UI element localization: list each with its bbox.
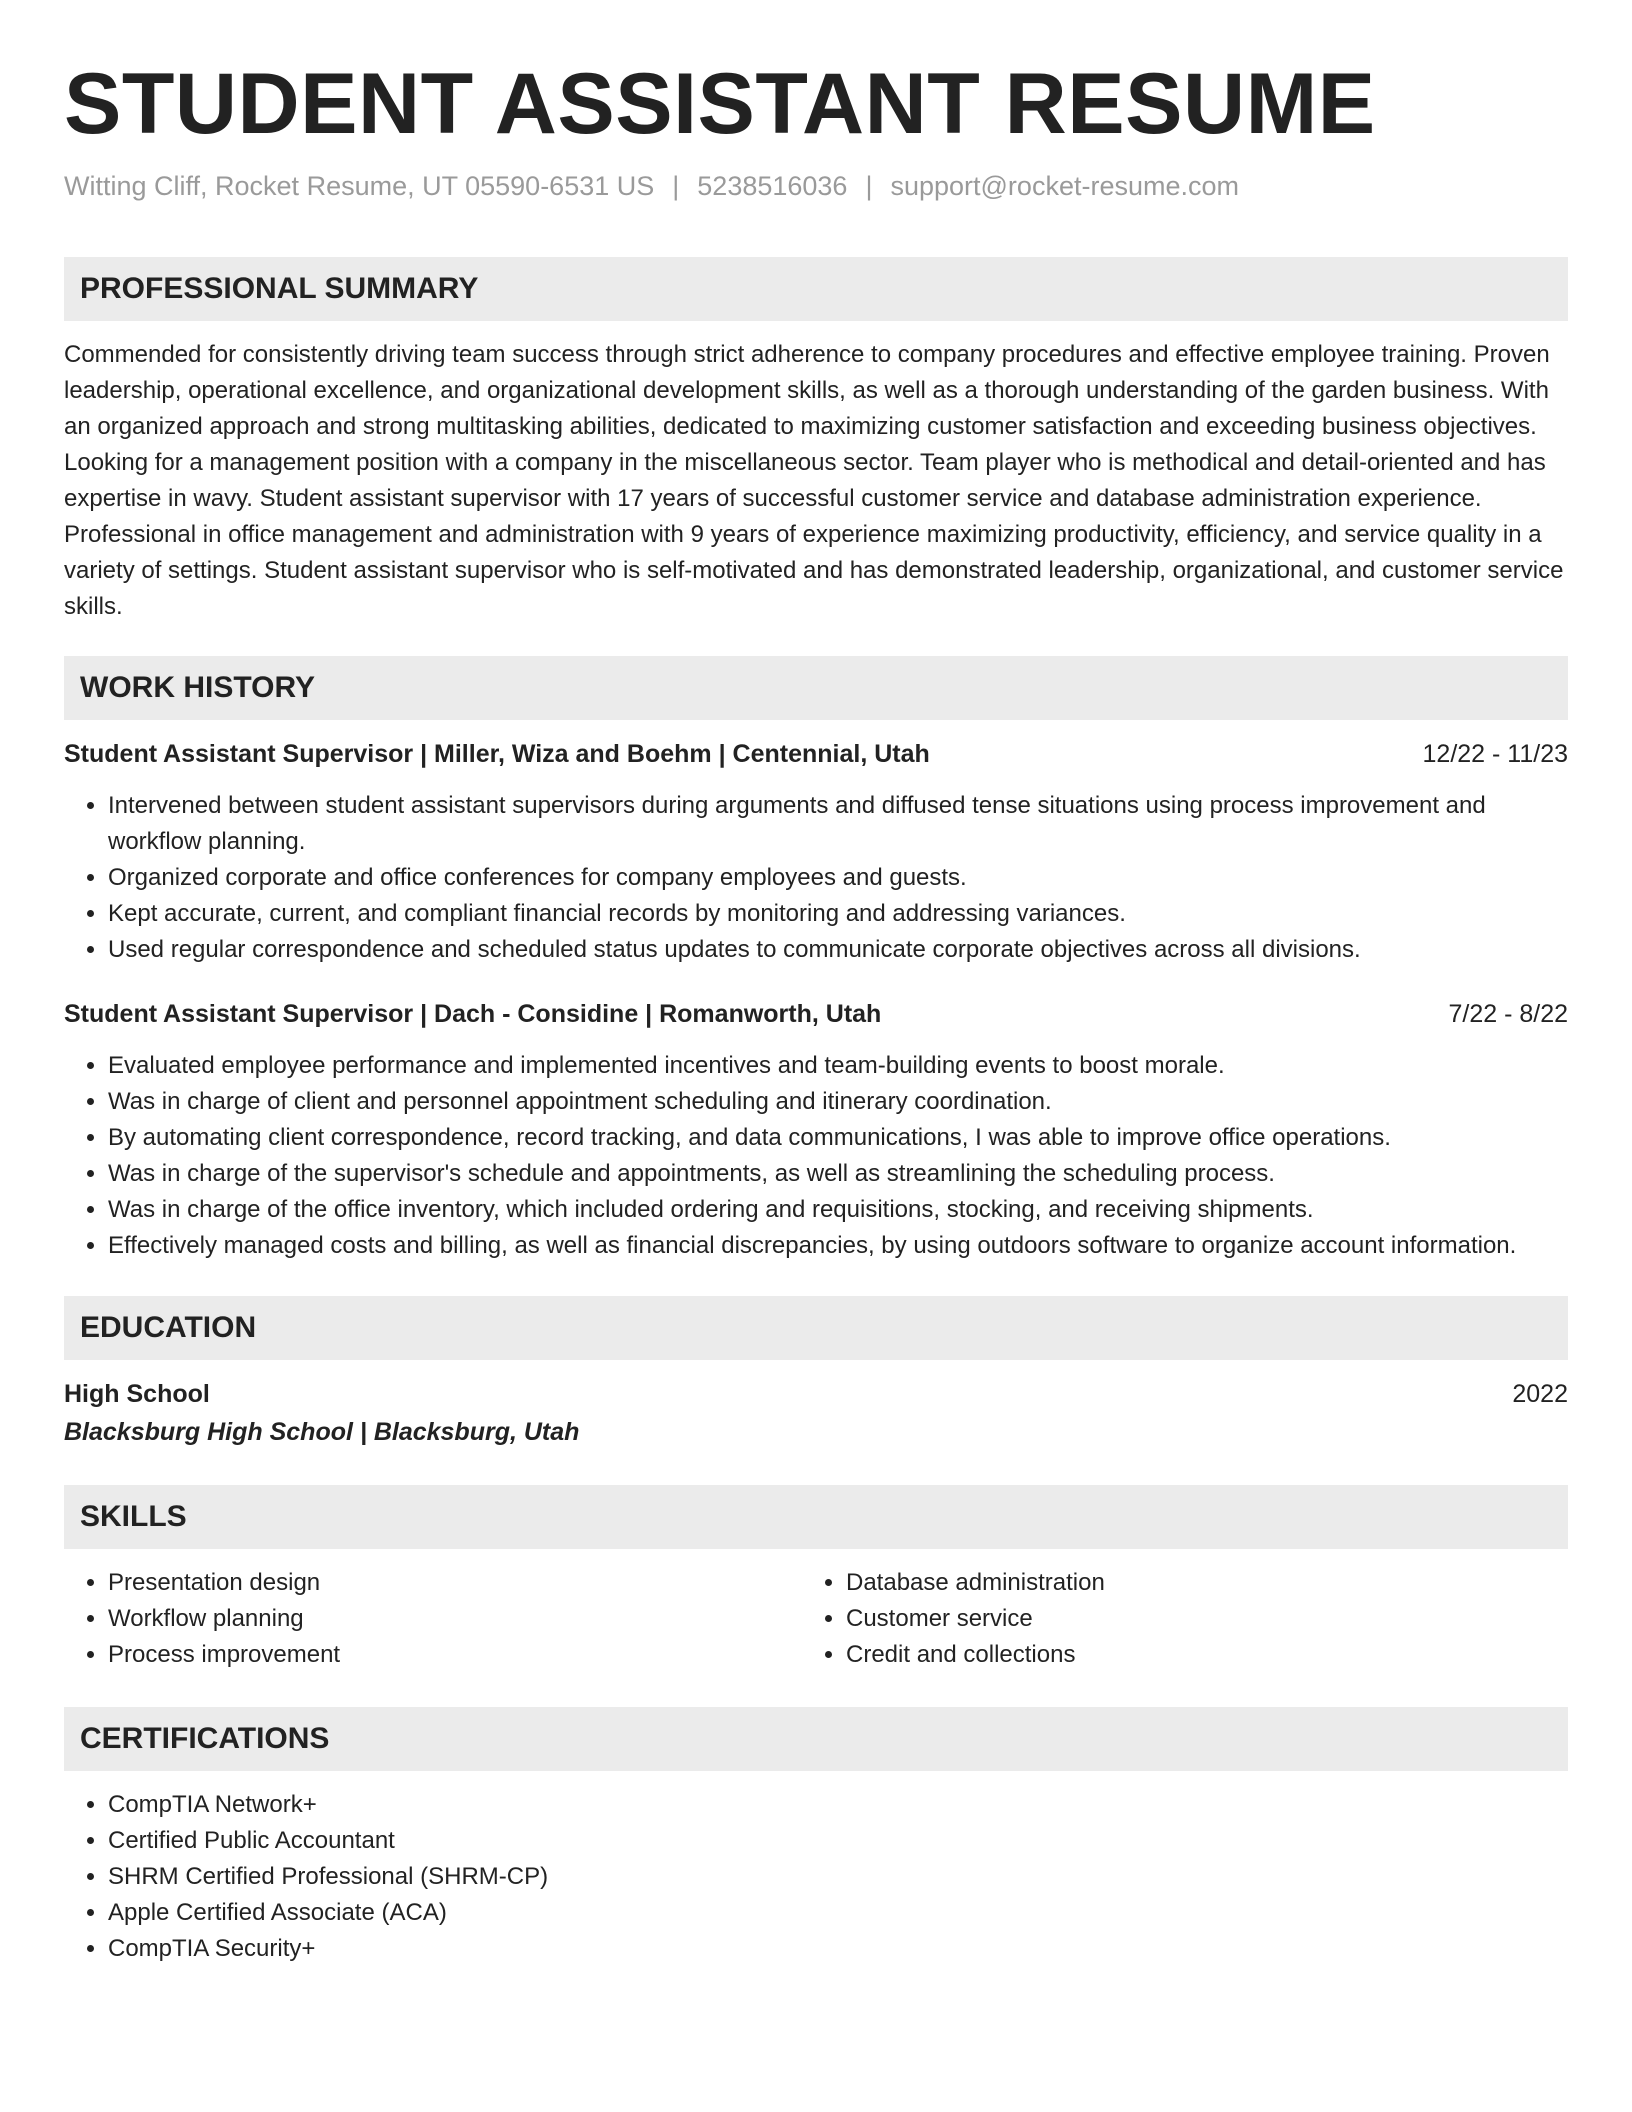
skill-item: • Database administration [846, 1565, 1540, 1601]
job-title: Student Assistant Supervisor | Miller, Wiza and Boehm | Centennial, Utah [64, 740, 930, 768]
certification-bullets [64, 1787, 1568, 1967]
job-header [64, 996, 1568, 1032]
job-date: 7/22 - 8/22 [1448, 1000, 1568, 1028]
certification-item: • Certified Public Accountant [108, 1823, 1568, 1859]
skill-item: • Process improvement [108, 1637, 802, 1673]
job-header [64, 736, 1568, 772]
job-bullets [64, 788, 1568, 968]
skills-column-left [64, 1565, 802, 1673]
section-header-education: EDUCATION [64, 1296, 1568, 1360]
job-entry [64, 736, 1568, 968]
job-bullet: • Was in charge of the office inventory, which included ordering and requisitions, stocking, and receiving shipments. [108, 1192, 1568, 1228]
skill-item: • Credit and collections [846, 1637, 1540, 1673]
job-entry [64, 996, 1568, 1264]
education-entry [64, 1376, 1568, 1452]
contact-separator: | [865, 171, 873, 201]
job-bullet: • Used regular correspondence and scheduled status updates to communicate corporate objectives across all divisions. [108, 932, 1568, 968]
contact-line [64, 168, 1568, 204]
job-bullet: • Effectively managed costs and billing, as well as financial discrepancies, by using outdoors software to organize account information. [108, 1228, 1568, 1264]
certification-item: • CompTIA Security+ [108, 1931, 1568, 1967]
job-date: 12/22 - 11/23 [1422, 740, 1568, 768]
job-title: Student Assistant Supervisor | Dach - Considine | Romanworth, Utah [64, 1000, 882, 1028]
contact-address: Witting Cliff, Rocket Resume, UT 05590-6531 US [64, 171, 655, 201]
education-header [64, 1376, 1568, 1412]
skills-column-right [802, 1565, 1540, 1673]
education-school: Blacksburg High School | Blacksburg, Utah [64, 1418, 580, 1446]
job-bullet: • Organized corporate and office conferences for company employees and guests. [108, 860, 1568, 896]
skills-grid [64, 1565, 1568, 1673]
skill-item: • Workflow planning [108, 1601, 802, 1637]
resume-title: STUDENT ASSISTANT RESUME [64, 56, 1376, 152]
job-bullet: • Intervened between student assistant supervisors during arguments and diffused tense situations using process improvement and workflow planning. [108, 788, 1568, 860]
job-bullets [64, 1048, 1568, 1264]
job-bullet: • Evaluated employee performance and implemented incentives and team-building events to boost morale. [108, 1048, 1568, 1084]
contact-email: support@rocket-resume.com [890, 171, 1239, 201]
job-bullet: • Kept accurate, current, and compliant financial records by monitoring and addressing variances. [108, 896, 1568, 932]
education-degree: High School [64, 1380, 210, 1408]
skill-item: • Presentation design [108, 1565, 802, 1601]
contact-phone: 5238516036 [697, 171, 848, 201]
section-header-summary: PROFESSIONAL SUMMARY [64, 257, 1568, 321]
certification-item: • Apple Certified Associate (ACA) [108, 1895, 1568, 1931]
job-bullet: • Was in charge of client and personnel appointment scheduling and itinerary coordination. [108, 1084, 1568, 1120]
certification-item: • SHRM Certified Professional (SHRM-CP) [108, 1859, 1568, 1895]
job-bullet: • By automating client correspondence, record tracking, and data communications, I was able to improve office operations. [108, 1120, 1568, 1156]
section-header-work-history: WORK HISTORY [64, 656, 1568, 720]
summary-text: Commended for consistently driving team success through strict adherence to company procedures and effective employee training. Proven leadership, operational excellence, and organizational development skills, as well as a thorough understanding of the garden business. With an organized approach and strong multitasking abilities, dedicated to maximizing customer satisfaction and exceeding business objectives. Looking for a management position with a company in the miscellaneous sector. Team player who is methodical and detail-oriented and has expertise in wavy. Student assistant supervisor with 17 years of successful customer service and database administration experience. Professional in office management and administration with 9 years of experience maximizing productivity, efficiency, and service quality in a variety of settings. Student assistant supervisor who is self-motivated and has demonstrated leadership, organizational, and customer service skills. [64, 341, 1564, 620]
section-header-skills: SKILLS [64, 1485, 1568, 1549]
certifications-list [64, 1787, 1568, 1967]
section-header-certifications: CERTIFICATIONS [64, 1707, 1568, 1771]
contact-separator: | [672, 171, 680, 201]
education-year: 2022 [1512, 1380, 1568, 1408]
job-bullet: • Was in charge of the supervisor's schedule and appointments, as well as streamlining the scheduling process. [108, 1156, 1568, 1192]
skill-item: • Customer service [846, 1601, 1540, 1637]
certification-item: • CompTIA Network+ [108, 1787, 1568, 1823]
